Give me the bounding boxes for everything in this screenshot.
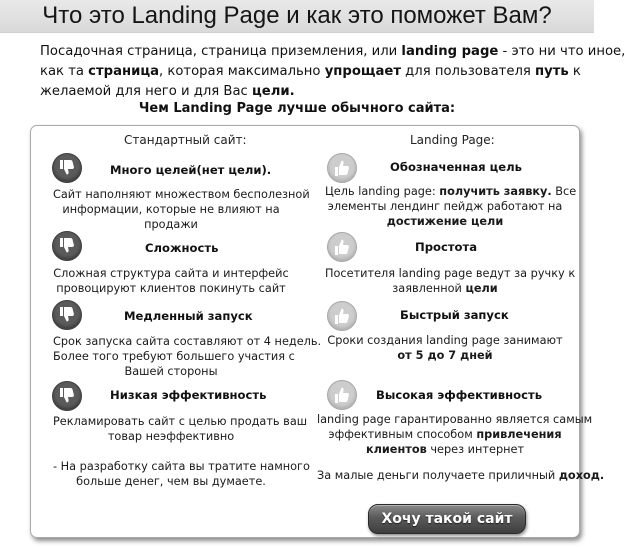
thumbs-up-icon bbox=[327, 232, 357, 262]
order-site-button[interactable] bbox=[368, 504, 526, 534]
right-item-text: Цель landing page: получить заявку. Все элементы лендинг пейдж работают на достижение цели bbox=[325, 185, 577, 228]
left-item-title: Сложность bbox=[145, 241, 219, 255]
intro-line: желаемой для него и для Вас цели. bbox=[40, 84, 295, 99]
right-item-title: Простота bbox=[415, 240, 478, 254]
header-band bbox=[0, 0, 594, 33]
intro-line: Посадочная страница, страница приземления, или landing page - это ни что иное, bbox=[40, 44, 625, 59]
order-site-button-label: Хочу такой сайт bbox=[381, 511, 513, 527]
right-item-text: Сроки создания landing page занимают от 5 до 7 дней bbox=[327, 334, 563, 362]
thumbs-down-icon bbox=[52, 381, 82, 411]
right-column-header: Landing Page: bbox=[410, 133, 495, 147]
left-item-text: Рекламировать сайт с целью продать ваш товар неэффективно - На разработку сайта вы тратите намного больше денег, чем вы думаете. bbox=[53, 415, 310, 488]
thumbs-down-icon bbox=[52, 231, 82, 261]
page-title: Что это Landing Page и как это поможет Вам? bbox=[42, 2, 552, 29]
left-item-text: Срок запуска сайта составляют от 4 недель. Более того требуют большего участия с Вашей стороны bbox=[53, 335, 322, 378]
left-column-header: Стандартный сайт: bbox=[124, 133, 247, 147]
right-item-title: Высокая эффективность bbox=[376, 388, 543, 402]
thumbs-up-icon bbox=[327, 380, 357, 410]
intro-paragraph bbox=[40, 42, 625, 102]
comparison-heading: Чем Landing Page лучше обычного сайта: bbox=[138, 101, 456, 116]
right-item-title: Обозначенная цель bbox=[390, 160, 522, 174]
thumbs-up-icon bbox=[327, 301, 357, 331]
right-item-title: Быстрый запуск bbox=[400, 308, 509, 322]
left-item-title: Низкая эффективность bbox=[110, 388, 267, 402]
thumbs-down-icon bbox=[52, 153, 82, 183]
left-item-text: Сложная структура сайта и интерфейс провоцируют клиентов покинуть сайт bbox=[53, 267, 289, 295]
left-item-title: Медленный запуск bbox=[124, 309, 253, 323]
left-item-title: Много целей(нет цели). bbox=[110, 163, 272, 177]
left-item-text: Сайт наполняют множеством бесполезной информации, которые не влияют на продажи bbox=[53, 188, 310, 231]
thumbs-down-icon bbox=[52, 300, 82, 330]
right-item-text: landing page гарантированно является самым эффективным способом привлечения клиентов через интернет За малые деньги получаете приличный доход. bbox=[317, 413, 605, 482]
intro-line: как та страница, которая максимально упрощает для пользователя путь к bbox=[40, 64, 581, 79]
thumbs-up-icon bbox=[327, 153, 357, 183]
right-item-text: Посетителя landing page ведут за ручку к заявленной цели bbox=[325, 267, 576, 295]
